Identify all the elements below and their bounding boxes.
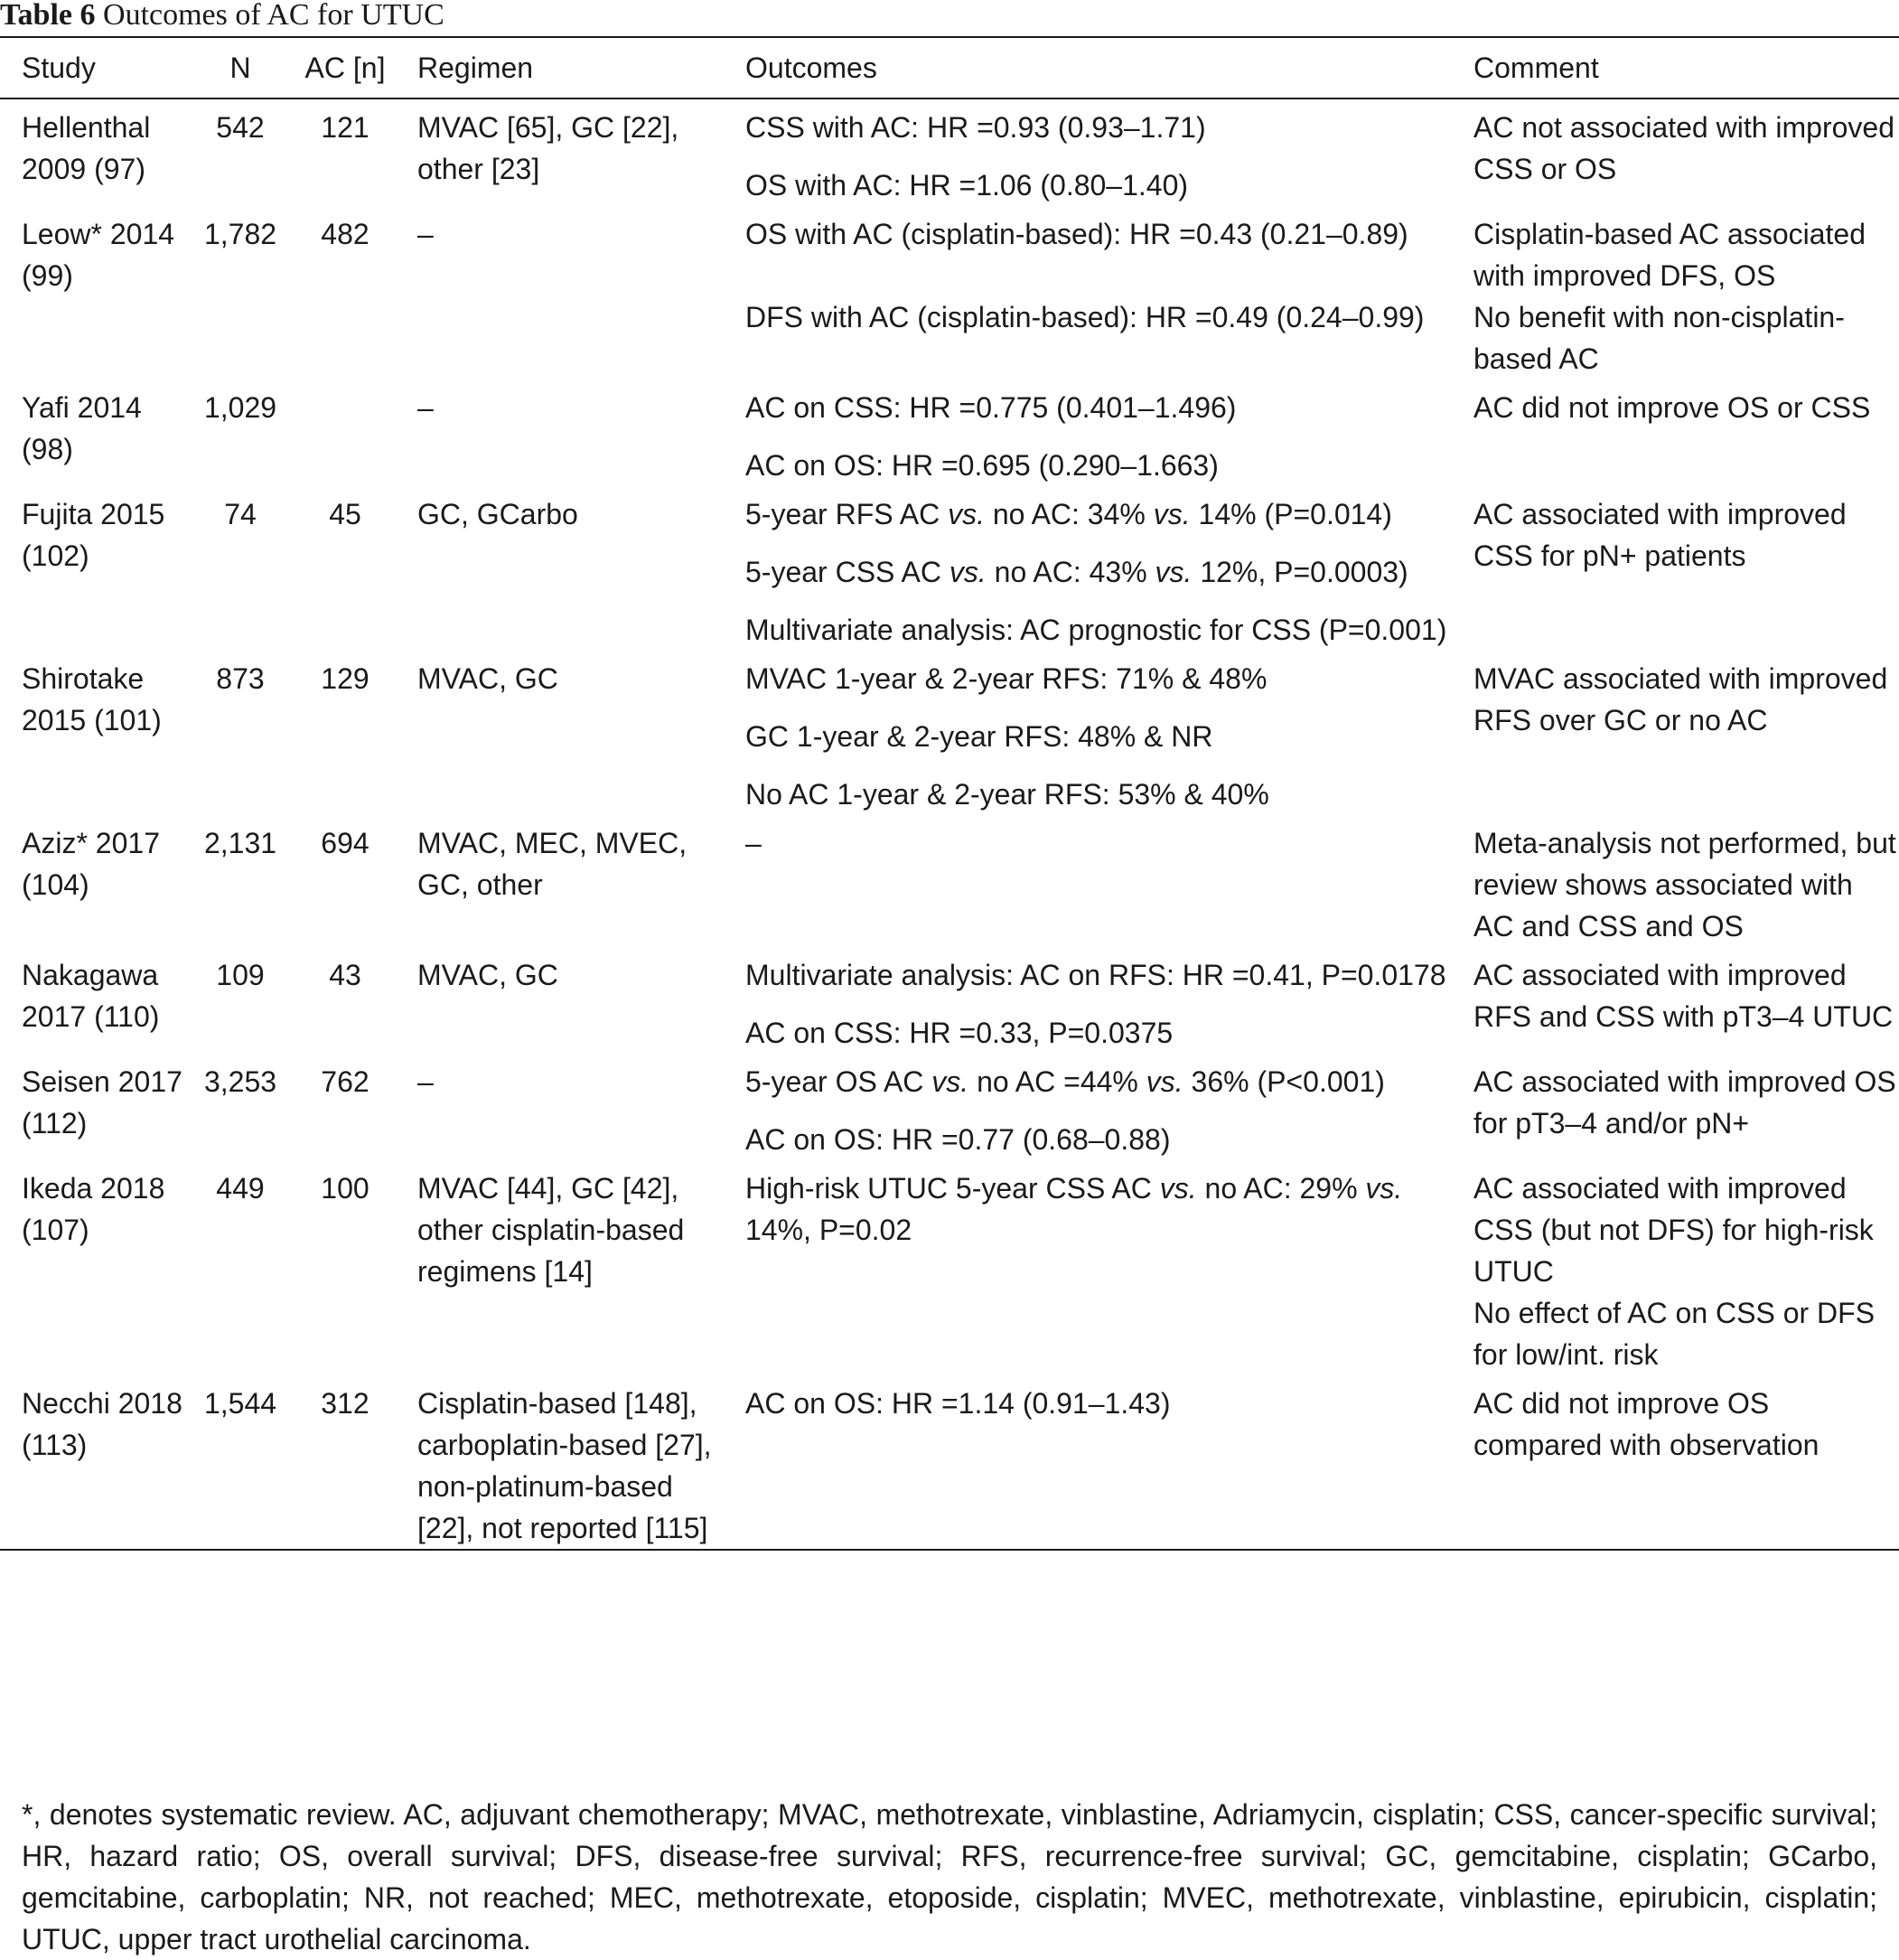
ac-cell: 129 — [321, 662, 370, 695]
study-cell: Leow* 2014 (99) — [22, 218, 175, 292]
outcomes-cell-line: – — [745, 827, 762, 859]
ac-cell: 45 — [329, 498, 361, 530]
comment-cell — [1452, 651, 1899, 815]
regimen-cell: GC, GCarbo — [417, 498, 578, 530]
regimen-cell: MVAC, GC — [417, 662, 558, 695]
header-row — [0, 37, 1899, 98]
regimen-cell: – — [417, 391, 434, 424]
comment-cell — [1452, 486, 1899, 651]
comment-cell — [1452, 1054, 1899, 1160]
comment-cell — [1452, 947, 1899, 1054]
ac-cell: 100 — [321, 1172, 370, 1205]
header-regimen: Regimen — [396, 37, 724, 98]
table-row — [0, 486, 1899, 651]
n-cell: 873 — [216, 662, 265, 695]
n-cell: 2,131 — [203, 827, 277, 859]
n-cell: 449 — [216, 1172, 265, 1205]
comment-cell-line: Meta-analysis not performed, but review shows associated with AC and CSS and OS — [1473, 827, 1896, 942]
outcomes-cell — [724, 486, 1452, 651]
n-cell: 542 — [216, 111, 265, 144]
study-cell: Seisen 2017 (112) — [22, 1065, 182, 1139]
n-cell: 3,253 — [203, 1065, 277, 1098]
table-row — [0, 206, 1899, 296]
outcomes-cell-line: MVAC 1-year & 2-year RFS: 71% & 48% — [745, 662, 1268, 695]
header-ac: AC [n] — [295, 37, 396, 98]
ac-cell: 482 — [321, 218, 370, 250]
table-body — [0, 98, 1899, 1550]
comment-cell: No benefit with non-cisplatin-based AC — [1473, 301, 1845, 375]
ac-cell: 694 — [321, 827, 370, 859]
empty-cell — [295, 296, 396, 380]
comment-cell-line: Cisplatin-based AC associated with improved DFS, OS — [1473, 218, 1866, 292]
comment-cell: No effect of AC on CSS or DFS for low/int. risk — [1473, 1297, 1876, 1371]
ac-cell: 312 — [295, 1375, 396, 1550]
outcomes-cell-line: AC on OS: HR =0.77 (0.68–0.88) — [745, 1123, 1171, 1156]
empty-cell — [186, 296, 295, 380]
ac-cell — [295, 380, 396, 486]
comment-cell — [1452, 98, 1899, 206]
n-cell: 1,782 — [203, 218, 277, 250]
table-row — [0, 651, 1899, 815]
n-cell: 109 — [216, 959, 265, 991]
empty-cell — [295, 1292, 396, 1375]
header-study: Study — [0, 37, 186, 98]
outcomes-cell — [724, 98, 1452, 206]
study-cell: Fujita 2015 (102) — [22, 498, 165, 572]
table-row-continuation — [0, 1292, 1899, 1375]
outcomes-cell — [724, 1375, 1452, 1550]
outcomes-cell-line: OS with AC: HR =1.06 (0.80–1.40) — [745, 169, 1189, 202]
outcomes-cell-line: 5-year RFS AC vs. no AC: 34% vs. 14% (P=0.014) — [745, 498, 1392, 530]
table-row — [0, 380, 1899, 486]
regimen-cell: MVAC [44], GC [42], other cisplatin-based regimens [14] — [417, 1172, 685, 1288]
caption-title: Outcomes of AC for UTUC — [103, 0, 444, 32]
study-cell: Yafi 2014 (98) — [22, 391, 142, 465]
comment-cell-line: MVAC associated with improved RFS over GC or no AC — [1473, 662, 1888, 736]
empty-cell — [0, 1292, 186, 1375]
outcomes-cell — [724, 1160, 1452, 1292]
study-cell: Necchi 2018 (113) — [0, 1375, 186, 1550]
n-cell: 74 — [224, 498, 257, 530]
outcomes-cell — [724, 206, 1452, 296]
outcomes-cell-line: CSS with AC: HR =0.93 (0.93–1.71) — [745, 111, 1206, 144]
outcomes-cell — [724, 651, 1452, 815]
table-row — [0, 1375, 1899, 1550]
outcomes-cell — [724, 947, 1452, 1054]
comment-cell-line: AC did not improve OS compared with observation — [1473, 1387, 1819, 1461]
table-row — [0, 1054, 1899, 1160]
ac-cell: 121 — [321, 111, 370, 144]
outcomes-cell-line: 5-year OS AC vs. no AC =44% vs. 36% (P<0.001) — [745, 1065, 1385, 1098]
comment-cell — [1452, 380, 1899, 486]
n-cell: 1,544 — [186, 1375, 295, 1550]
outcomes-cell — [724, 1054, 1452, 1160]
header-n: N — [186, 37, 295, 98]
study-cell: Hellenthal 2009 (97) — [22, 111, 151, 185]
study-cell: Ikeda 2018 (107) — [22, 1172, 165, 1246]
outcomes-cell — [724, 815, 1452, 947]
empty-cell — [396, 1292, 724, 1375]
outcomes-cell-line: AC on CSS: HR =0.33, P=0.0375 — [745, 1017, 1174, 1049]
outcomes-cell-line: Multivariate analysis: AC prognostic for CSS (P=0.001) — [745, 614, 1447, 646]
study-cell: Nakagawa 2017 (110) — [22, 959, 160, 1033]
table-row-continuation — [0, 296, 1899, 380]
outcomes-cell-line: OS with AC (cisplatin-based): HR =0.43 (0.21–0.89) — [745, 218, 1408, 250]
empty-cell — [186, 1292, 295, 1375]
empty-cell — [0, 296, 186, 380]
regimen-cell: MVAC, MEC, MVEC, GC, other — [417, 827, 688, 901]
comment-cell-line: AC not associated with improved CSS or OS — [1473, 111, 1894, 185]
outcomes-cell-line: AC on CSS: HR =0.775 (0.401–1.496) — [745, 391, 1237, 424]
header-outcomes: Outcomes — [724, 37, 1452, 98]
regimen-cell: Cisplatin-based [148], carboplatin-based [27], non-platinum-based [22], not reported [115] — [396, 1375, 724, 1550]
outcomes-cell — [724, 1292, 1452, 1375]
comment-cell — [1452, 1375, 1899, 1550]
empty-cell — [396, 296, 724, 380]
study-cell: Shirotake 2015 (101) — [22, 662, 162, 736]
study-cell: Aziz* 2017 (104) — [22, 827, 160, 901]
comment-cell — [1452, 1160, 1899, 1292]
comment-cell-line: AC associated with improved CSS for pN+ patients — [1473, 498, 1847, 572]
n-cell: 1,029 — [203, 391, 277, 424]
outcomes-cell-line: High-risk UTUC 5-year CSS AC vs. no AC: 29% vs. 14%, P=0.02 — [745, 1172, 1403, 1246]
comment-cell-line: AC associated with improved OS for pT3–4 and/or pN+ — [1473, 1065, 1896, 1139]
caption-label: Table 6 — [0, 0, 96, 32]
table-row — [0, 815, 1899, 947]
ac-cell: 762 — [321, 1065, 370, 1098]
ac-cell: 43 — [329, 959, 361, 991]
table-row — [0, 947, 1899, 1054]
outcomes-cell: DFS with AC (cisplatin-based): HR =0.49 (0.24–0.99) — [745, 301, 1425, 333]
outcomes-cell-line: No AC 1-year & 2-year RFS: 53% & 40% — [745, 778, 1269, 811]
outcomes-cell-line: Multivariate analysis: AC on RFS: HR =0.41, P=0.0178 — [745, 959, 1446, 991]
header-comment: Comment — [1452, 37, 1899, 98]
outcomes-cell-line: AC on OS: HR =0.695 (0.290–1.663) — [745, 449, 1219, 482]
table-row — [0, 98, 1899, 206]
outcomes-cell — [724, 380, 1452, 486]
table-footnote: *, denotes systematic review. AC, adjuvant chemotherapy; MVAC, methotrexate, vinblastine, Adriamycin, cisplatin; CSS, cancer-specific survival; HR, hazard ratio; OS, overall survival; DFS, disease-free survival; RFS, recurrence-free survival; GC, gemcitabine, cisplatin; GCarbo, gemcitabine, carboplatin; NR, not reached; MEC, methotrexate, etoposide, cisplatin; MVEC, methotrexate, vinblastine, epirubicin, cisplatin; UTUC, upper tract urothelial carcinoma. — [22, 1798, 1877, 1955]
comment-cell — [1452, 815, 1899, 947]
comment-cell — [1452, 206, 1899, 296]
comment-cell-line: AC associated with improved CSS (but not DFS) for high-risk UTUC — [1473, 1172, 1874, 1288]
regimen-cell: MVAC, GC — [417, 959, 558, 991]
table-caption — [0, 0, 444, 36]
regimen-cell: – — [417, 1065, 434, 1098]
outcomes-table — [0, 36, 1899, 1551]
regimen-cell: MVAC [65], GC [22], other [23] — [417, 111, 679, 185]
table-row — [0, 1160, 1899, 1292]
outcomes-cell-line: GC 1-year & 2-year RFS: 48% & NR — [745, 720, 1213, 753]
outcomes-cell-line: AC on OS: HR =1.14 (0.91–1.43) — [745, 1387, 1171, 1420]
outcomes-cell-line: 5-year CSS AC vs. no AC: 43% vs. 12%, P=0.0003) — [745, 556, 1408, 588]
comment-cell-line: AC associated with improved RFS and CSS with pT3–4 UTUC — [1473, 959, 1894, 1033]
comment-cell-line: AC did not improve OS or CSS — [1473, 391, 1871, 424]
regimen-cell: – — [417, 218, 434, 250]
